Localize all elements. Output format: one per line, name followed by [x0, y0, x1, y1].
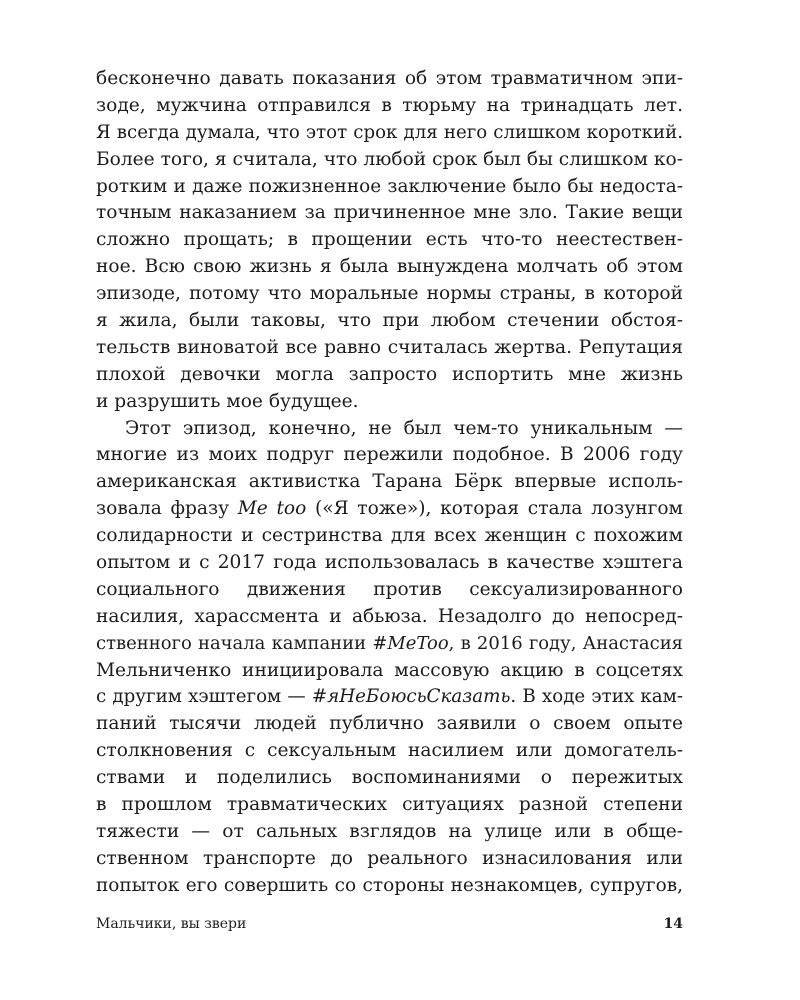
text-line: опытом и с 2017 года использовалась в качестве хэштега: [96, 552, 683, 574]
italic-phrase: Me too: [237, 498, 307, 520]
text-line: сложно прощать; в прощении есть что-то неестествен-: [96, 229, 683, 251]
text-line: многие из моих подруг пережили подобное. В 2006 году: [96, 444, 683, 466]
text-line: солидарности и сестринства для всех женщин с похожим: [96, 525, 683, 547]
text-line: точным наказанием за причиненное мне зло. Такие вещи: [96, 202, 683, 224]
page-footer: [96, 916, 683, 938]
text-line: американская активистка Тарана Бёрк впервые исполь-: [96, 471, 683, 493]
text-run: («Я тоже»), которая стала лозунгом: [306, 498, 684, 520]
text-line: [96, 684, 683, 711]
text-run: . В ходе этих кам-: [510, 686, 683, 708]
text-run: , в 2016 году, Анастасия: [448, 632, 684, 654]
hashtag-metoo: #MeToo: [372, 632, 449, 654]
text-line: ное. Всю свою жизнь я была вынуждена молчать об этом: [96, 256, 683, 278]
text-line: ротким и даже пожизненное заключение было бы недоста-: [96, 175, 683, 197]
text-line: эпизоде, потому что моральные нормы страны, в которой: [96, 283, 683, 305]
text-line: ственном транспорте до реального изнасилования или: [96, 847, 683, 869]
text-line: я жила, были таковы, что при любом стечении обстоя-: [96, 310, 683, 332]
text-line: тяжести — от сальных взглядов на улице или в обще-: [96, 820, 683, 842]
page-body: [96, 66, 683, 900]
text-line: плохой девочки могла запросто испортить мне жизнь: [96, 363, 683, 385]
text-line: зоде, мужчина отправился в тюрьму на тринадцать лет.: [96, 94, 683, 116]
text-line: и разрушить мое будущее.: [96, 390, 359, 412]
text-line: тельств виноватой все равно считалась жертва. Репутация: [96, 336, 683, 358]
text-line: попыток его совершить со стороны незнакомцев, супругов,: [96, 874, 683, 896]
text-line: насилия, харассмента и абьюза. Незадолго до непосред-: [96, 605, 683, 627]
text-line: в прошлом травматических ситуациях разной степени: [96, 794, 683, 816]
page-number: 14: [663, 916, 683, 932]
paragraph-1: [96, 66, 683, 416]
text-line: [96, 496, 683, 523]
text-line: Более того, я считала, что любой срок был бы слишком ко-: [96, 148, 683, 170]
text-line: социального движения против сексуализированного: [96, 578, 683, 600]
paragraph-2: [96, 416, 683, 900]
text-line: Этот эпизод, конечно, не был чем-то уникальным —: [125, 417, 683, 439]
text-run: с другим хэштегом —: [96, 686, 312, 708]
text-line: паний тысячи людей публично заявили о своем опыте: [96, 713, 683, 735]
text-line: ствами и поделились воспоминаниями о пережитых: [96, 767, 683, 789]
text-line: столкновения с сексуальным насилием или домогатель-: [96, 740, 683, 762]
text-run: зовала фразу: [96, 498, 238, 520]
text-line: Я всегда думала, что этот срок для него слишком короткий.: [96, 121, 683, 143]
text-line: Мельниченко инициировала массовую акцию в соцсетях: [96, 659, 683, 681]
text-run: ственного начала кампании: [96, 632, 373, 654]
running-book-title: Мальчики, вы звери: [96, 916, 247, 932]
text-line: [96, 631, 683, 658]
text-line: бесконечно давать показания об этом травматичном эпи-: [96, 68, 683, 89]
hashtag-yaneboyusskazat: #яНеБоюсьСказать: [311, 686, 511, 708]
